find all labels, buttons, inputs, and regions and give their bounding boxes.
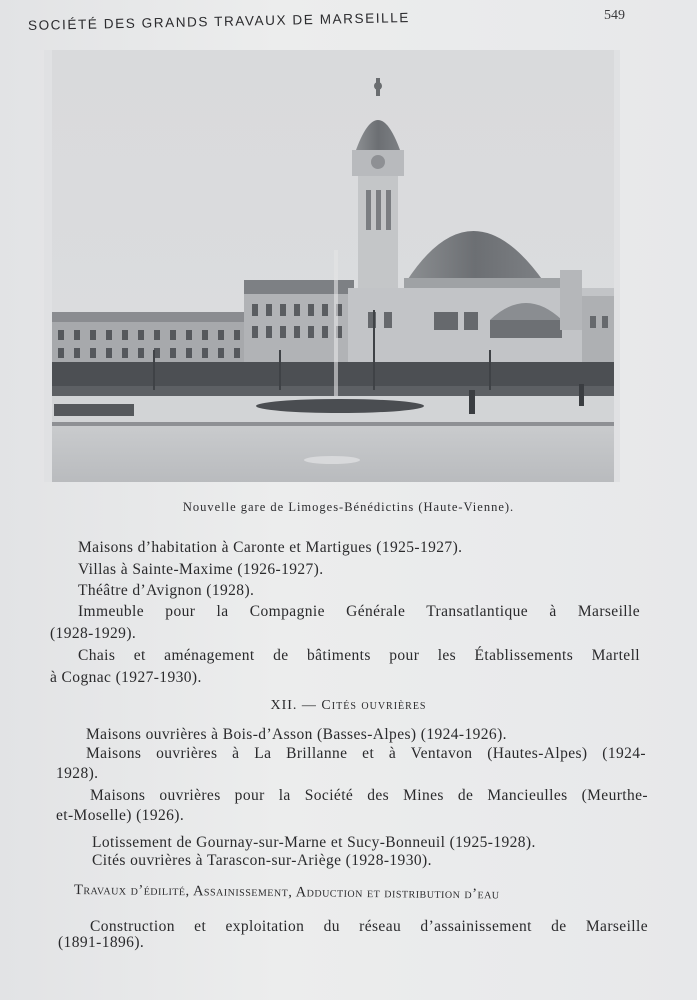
work-line-1: Maisons d’habitation à Caronte et Martigues (1925-1927). [78, 539, 463, 556]
work-line-4: Immeuble pour la Compagnie Générale Transatlantique à Marseille [78, 603, 640, 620]
station-photograph [44, 50, 620, 482]
cite-line-1: Maisons ouvrières à Bois-d’Asson (Basses-Alpes) (1924-1926). [86, 726, 507, 743]
edilite-line-1: Construction et exploitation du réseau d’assainissement de Marseille [90, 918, 648, 935]
cite-line-7: Cités ouvrières à Tarascon-sur-Ariège (1928-1930). [92, 852, 432, 869]
photo-caption: Nouvelle gare de Limoges-Bénédictins (Haute-Vienne). [182, 500, 515, 514]
basin-water [50, 426, 620, 482]
cite-line-3: 1928). [56, 765, 99, 782]
page-number: 549 [604, 8, 625, 23]
edilite-line-2: (1891-1896). [58, 934, 145, 951]
work-line-6: Chais et aménagement de bâtiments pour les Établissements Martell [78, 647, 640, 664]
cite-line-5: et-Moselle) (1926). [56, 807, 185, 824]
work-line-7: à Cognac (1927-1930). [50, 669, 202, 686]
cite-line-4: Maisons ouvrières pour la Société des Mines de Mancieulles (Meurthe- [90, 787, 648, 804]
cite-line-2: Maisons ouvrières à La Brillanne et à Ventavon (Hautes-Alpes) (1924- [86, 745, 646, 762]
work-line-2: Villas à Sainte-Maxime (1926-1927). [78, 561, 324, 578]
section-xii-title: XII. — Cités ouvrières [270, 698, 427, 713]
edilite-title: Travaux d’édilité, Assainissement, Adduction et distribution d’eau [73, 882, 500, 903]
cite-line-6: Lotissement de Gournay-sur-Marne et Sucy-Bonneuil (1925-1928). [92, 834, 536, 851]
running-title: SOCIÉTÉ DES GRANDS TRAVAUX DE MARSEILLE [27, 10, 411, 33]
work-line-3: Théâtre d’Avignon (1928). [78, 582, 255, 599]
work-line-5: (1928-1929). [50, 625, 137, 642]
